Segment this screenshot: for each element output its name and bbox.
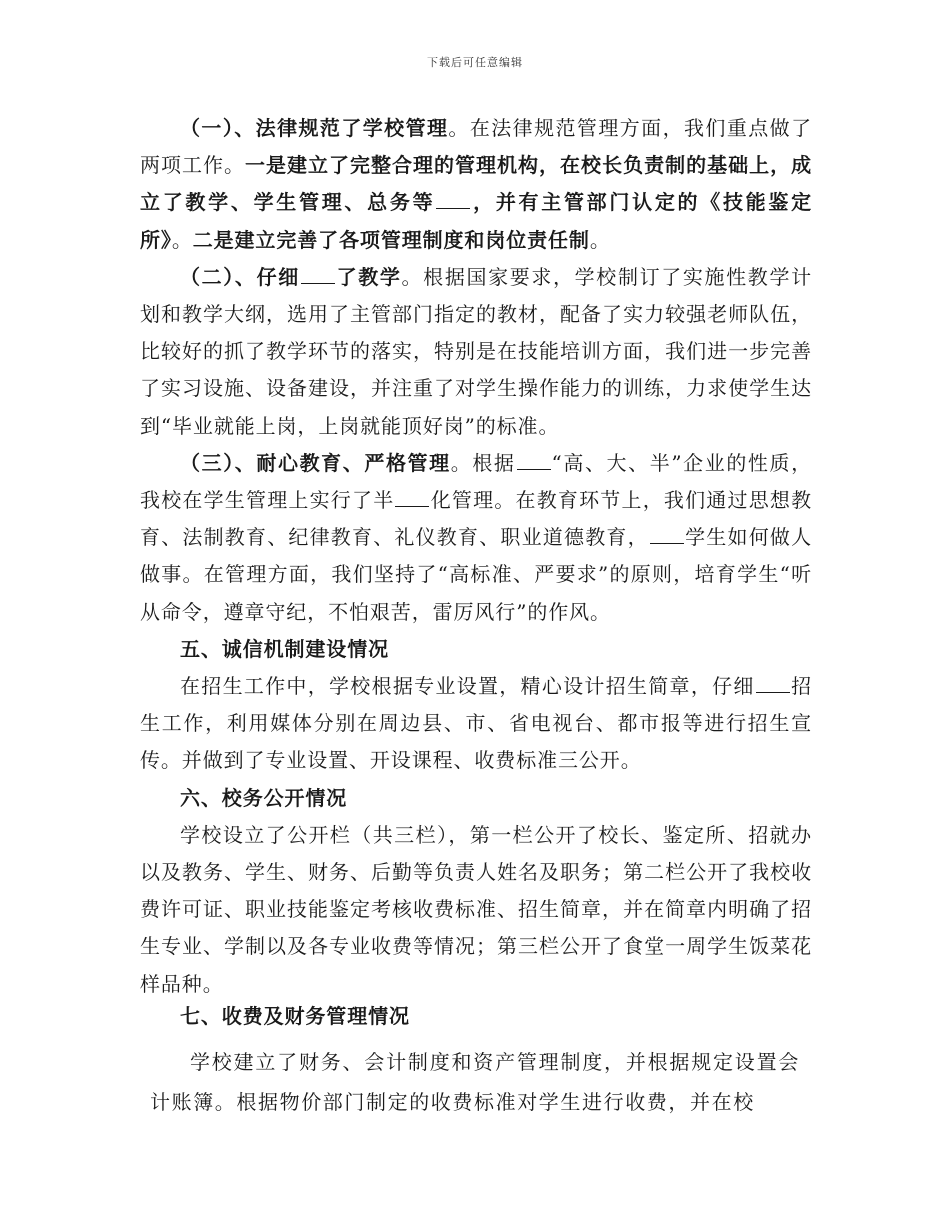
blank-underline: [517, 451, 551, 470]
section-2-text: 。根据国家要求，学校制订了实施性教学计划和教学大纲，选用了主管部门指定的教材，配备了实力较强老师队伍，比较好的抓了教学环节的落实，特别是在技能培训方面，我们进一步完善了实习设施、设备建设，并注重了对学生操作能力的训练，力求使学生达到“毕业就能上岗，上岗就能顶好岗”的标准。: [140, 264, 812, 438]
section-1-bold-1: 一是建立了完整合理的管理机构，在校长负责制的基础上，成立了教学、学生管理、总务等: [140, 153, 812, 215]
section-1-text-3: 。: [589, 227, 611, 252]
section-1-text-2: 。: [171, 227, 193, 252]
section-1-bold-3: 二是建立完善了各项管理制度和岗位责任制: [192, 227, 590, 252]
section-7-text: 学校建立了财务、会计制度和资产管理制度，并根据规定设置会计账簿。根据物价部门制定的收费标准对学生进行收费，并在校: [150, 1050, 800, 1114]
paragraph-section-2: [140, 259, 812, 445]
section-1-title: （一）、法律规范了学校管理: [180, 116, 449, 140]
section-2-title-a: （二）、仔细: [180, 264, 300, 289]
section-3-text-3: 化管理。在教育环节上，我们通过思想教育、法制教育、纪律教育、礼仪教育、职业道德教育，: [140, 488, 812, 550]
section-3-text-2: “高、大、半”企业的性质，我校在学生管理上实行了半: [140, 450, 813, 513]
section-5-text-1: 在招生工作中，学校根据专业设置，精心设计招生简章，仔细: [180, 674, 755, 699]
blank-underline: [436, 190, 470, 209]
blank-underline: [395, 488, 429, 507]
section-7-body: [150, 1042, 800, 1122]
blank-underline: [756, 674, 790, 693]
blank-underline: [301, 265, 335, 284]
section-3-text-4: 学生如何做人做事。在管理方面，我们坚持了“高标准、严要求”的原则，培育学生“听从命令，遵章守纪，不怕艰苦，雷厉风行”的作风。: [140, 525, 812, 624]
document-body: [140, 110, 812, 1003]
section-7-heading: 七、收费及财务管理情况: [180, 1004, 410, 1028]
section-3-title: （三）、耐心教育、严格管理: [180, 450, 451, 475]
page-header-note: 下载后可任意编辑: [427, 56, 523, 69]
paragraph-section-5: [140, 668, 812, 780]
blank-underline: [650, 525, 684, 544]
paragraph-section-7: [150, 1042, 800, 1122]
section-1-text-1: 。在法律规范管理方面，我们重点做了两项工作。: [140, 116, 812, 178]
section-3-text-1: 。根据: [450, 450, 516, 475]
section-1-bold-2: ，并有主管部门认定的《技能鉴定所》: [140, 190, 813, 252]
section-5-heading: 五、诚信机制建设情况: [180, 636, 389, 661]
section-6-text: 学校设立了公开栏（共三栏），第一栏公开了校长、鉴定所、招就办以及教务、学生、财务、后勤等负责人姓名及职务；第二栏公开了我校收费许可证、职业技能鉴定考核收费标准、招生简章，并在简章内明确了招生专业、学制以及各专业收费等情况；第三栏公开了食堂一周学生饭菜花样品种。: [140, 822, 812, 996]
section-5-text-2: 招生工作，利用媒体分别在周边县、市、省电视台、都市报等进行招生宣传。并做到了专业设置、开设课程、收费标准三公开。: [140, 674, 812, 773]
paragraph-section-1: [140, 110, 812, 259]
section-2-title-b: 了教学: [335, 264, 402, 289]
paragraph-section-6: [140, 817, 812, 1003]
paragraph-section-3: [140, 445, 812, 631]
section-6-heading: 六、校务公开情况: [180, 785, 348, 810]
